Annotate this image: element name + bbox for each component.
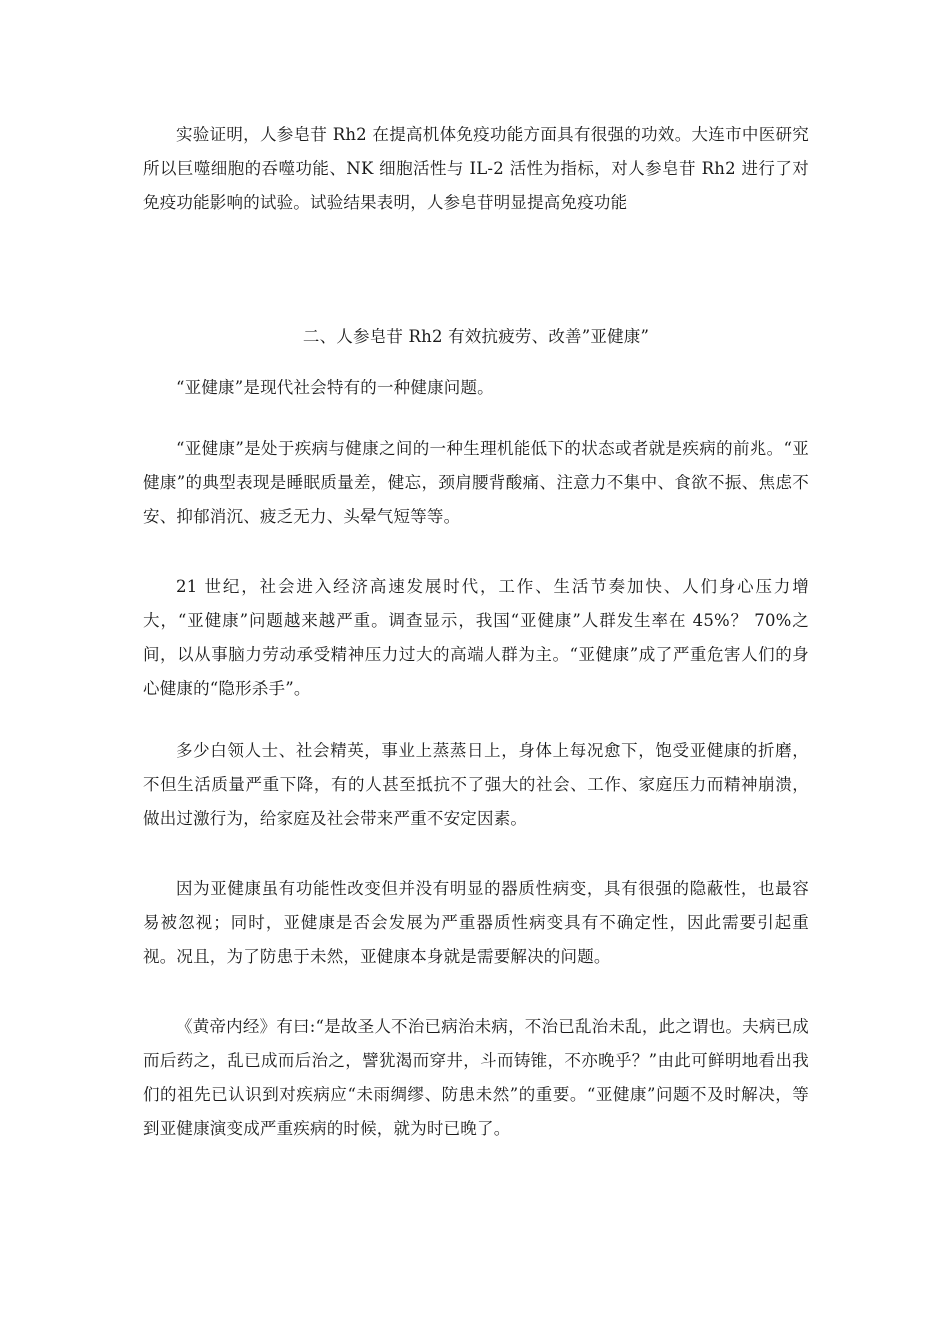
paragraph-subhealth-definition: “亚健康”是处于疾病与健康之间的一种生理机能低下的状态或者就是疾病的前兆。“亚健康”的典型表现是睡眠质量差，健忘，颈肩腰背酸痛、注意力不集中、食欲不振、焦虑不安、抑郁消沉、疲乏无力、头晕气短等等。: [143, 439, 809, 526]
paragraph-huangdi-neijing: 《黄帝内经》有曰:“是故圣人不治已病治未病，不治已乱治未乱，此之谓也。夫病已成而后药之，乱已成而后治之，譬犹渴而穿井，斗而铸锥，不亦晚乎？”由此可鲜明地看出我们的祖先已认识到对疾病应“未雨绸缪、防患未然”的重要。“亚健康”问题不及时解决，等到亚健康演变成严重疾病的时候，就为时已晚了。: [143, 1017, 809, 1138]
paragraph-21st-century: 21 世纪，社会进入经济高速发展时代，工作、生活节奏加快、人们身心压力增大，“亚健康”问题越来越严重。调查显示，我国“亚健康”人群发生率在 45%？ 70%之间，以从事脑力劳动承受精神压力过大的高端人群为主。“亚健康”成了严重危害人们的身心健康的“隐形杀手”。: [143, 577, 809, 698]
paragraph-hidden-nature: 因为亚健康虽有功能性改变但并没有明显的器质性病变，具有很强的隐蔽性，也最容易被忽视；同时，亚健康是否会发展为严重器质性病变具有不确定性，因此需要引起重视。况且，为了防患于未然，亚健康本身就是需要解决的问题。: [143, 879, 809, 966]
paragraph-immune-function: 实验证明，人参皂苷 Rh2 在提高机体免疫功能方面具有很强的功效。大连市中医研究所以巨噬细胞的吞噬功能、NK 细胞活性与 IL-2 活性为指标，对人参皂苷 Rh2 进行了对免疫功能影响的试验。试验结果表明，人参皂苷明显提高免疫功能: [143, 125, 809, 212]
paragraph-white-collar: 多少白领人士、社会精英，事业上蒸蒸日上，身体上每况愈下，饱受亚健康的折磨，不但生活质量严重下降，有的人甚至抵抗不了强大的社会、工作、家庭压力而精神崩溃，做出过激行为，给家庭及社会带来严重不安定因素。: [143, 741, 809, 828]
section-heading: 二、人参皂苷 Rh2 有效抗疲劳、改善”亚健康”: [302, 327, 650, 346]
paragraph-subhealth-intro: “亚健康”是现代社会特有的一种健康问题。: [176, 378, 494, 397]
